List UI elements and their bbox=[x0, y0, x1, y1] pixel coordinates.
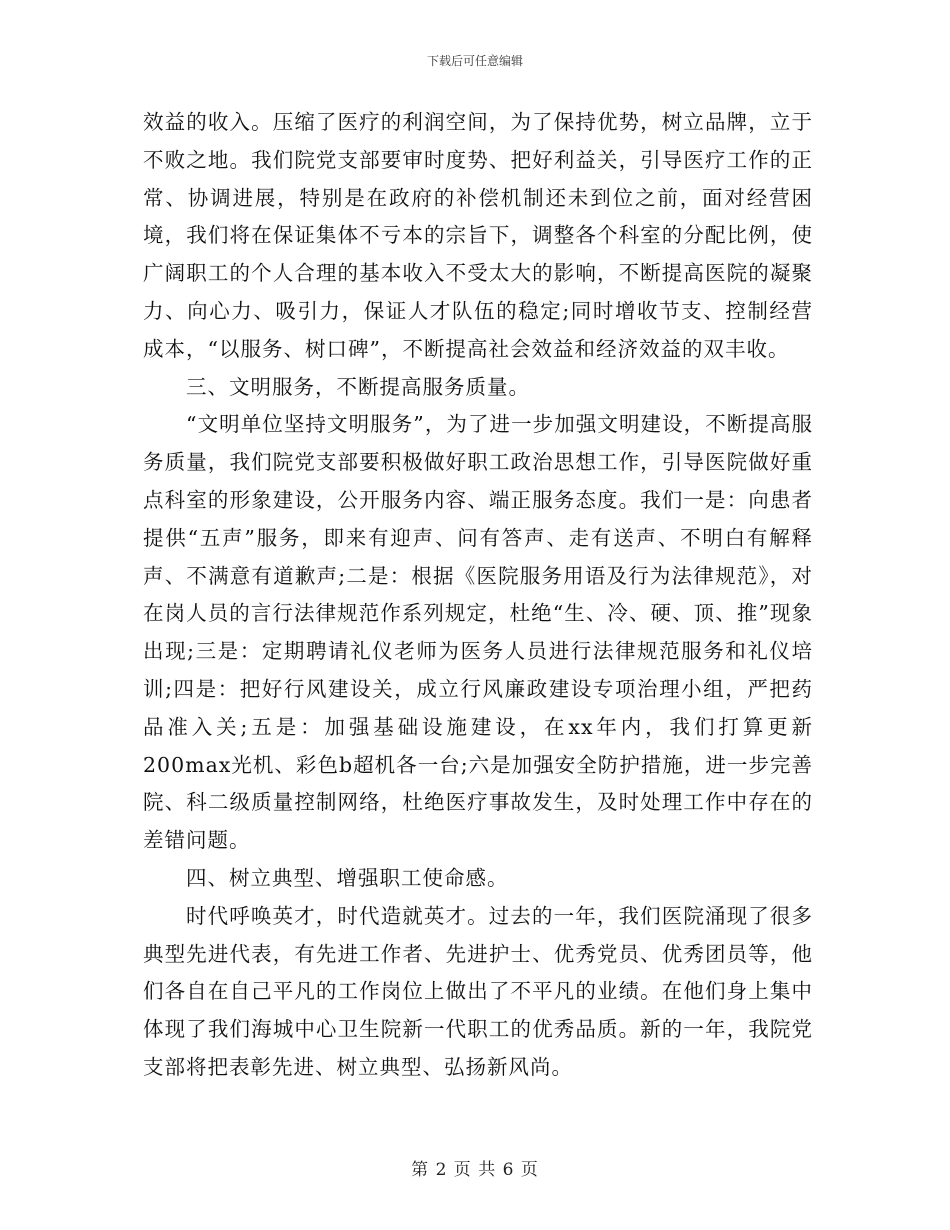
paragraph-civil-service: “文明单位坚持文明服务”，为了进一步加强文明建设，不断提高服务质量，我们院党支部要积极做好职工政治思想工作，引导医院做好重点科室的形象建设，公开服务内容、端正服务态度。我们一是：向患者提供“五声”服务，即来有迎声、问有答声、走有送声、不明白有解释声、不满意有道歉声;二是：根据《医院服务用语及行为法律规范》，对在岗人员的言行法律规范作系列规定，杜绝“生、冷、硬、顶、推”现象出现;三是：定期聘请礼仪老师为医务人员进行法律规范服务和礼仪培训;四是：把好行风建设关，成立行风廉政建设专项治理小组，严把药品准入关;五是：加强基础设施建设，在xx年内，我们打算更新200max光机、彩色b超机各一台;六是加强安全防护措施，进一步完善院、科二级质量控制网络，杜绝医疗事故发生，及时处理工作中存在的差错问题。 bbox=[143, 412, 813, 853]
section-heading-3: 三、文明服务，不断提高服务质量。 bbox=[186, 374, 531, 399]
document-body bbox=[143, 104, 813, 1087]
section-heading-4: 四、树立典型、增强职工使命感。 bbox=[186, 865, 509, 890]
paragraph-continued: 效益的收入。压缩了医疗的利润空间，为了保持优势，树立品牌，立于不败之地。我们院党支部要审时度势、把好利益关，引导医疗工作的正常、协调进展，特别是在政府的补偿机制还未到位之前，面对经营困境，我们将在保证集体不亏本的宗旨下，调整各个科室的分配比例，使广阔职工的个人合理的基本收入不受太大的影响，不断提高医院的凝聚力、向心力、吸引力，保证人才队伍的稳定;同时增收节支、控制经营成本，“以服务、树口碑”，不断提高社会效益和经济效益的双丰收。 bbox=[143, 110, 813, 361]
page-header: 下载后可任意编辑 bbox=[426, 54, 523, 68]
paragraph-role-models: 时代呼唤英才，时代造就英才。过去的一年，我们医院涌现了很多典型先进代表，有先进工作者、先进护士、优秀党员、优秀团员等，他们各自在自己平凡的工作岗位上做出了不平凡的业绩。在他们身上集中体现了我们海城中心卫生院新一代职工的优秀品质。新的一年，我院党支部将把表彰先进、树立典型、弘扬新风尚。 bbox=[143, 903, 813, 1079]
page-number-footer: 第 2 页 共 6 页 bbox=[411, 1160, 539, 1180]
